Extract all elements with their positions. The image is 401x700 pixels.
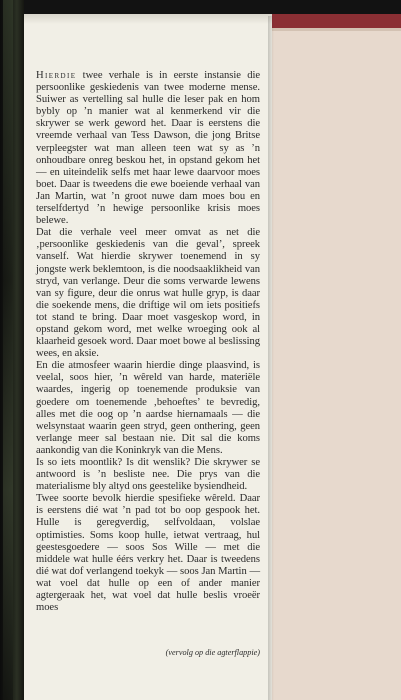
paragraph-3: En die atmosfeer waarin hierdie dinge plaasvind, is veelal, soos hier, ’n wêreld van harde, materiële waardes, ingerig op toenemende produksie van goedere om toenemende ‚behoeftes’ te bevredig, alles met die oog op ’n aardse hiernamaals — die welsynstaat waarin geen stryd, geen onthering, geen verlange meer sal bestaan nie. Dit sal die koms aankondig van die Koninkryk van die Mens. xyxy=(36,360,260,456)
paragraph-5: Twee soorte bevolk hierdie spesifieke wêreld. Daar is eerstens dié wat ’n pad tot bo oop gespook het. Hulle is geregverdig, selfvoldaan, volslae optimisties. Soms koop hulle, ietwat vertraag, hul geestesgoedere — soos Sos Wille — met die middele wat hulle éérs verkry het. Daar is tweedens dié wat dof verlangend toekyk — soos Jan Martin — wat voel dat hulle op een of ander manier agtergeraak het, wat voel dat hulle beslis vroeër moes xyxy=(36,493,260,614)
paragraph-4: Is so iets moontlik? Is dit wenslik? Die skrywer se antwoord is ’n besliste nee. Die prys van die materialisme bly altyd ons geestelike bysiendheid. xyxy=(36,457,260,493)
lead-word: Hierdie xyxy=(36,70,77,81)
flap-text xyxy=(36,70,260,614)
book-board xyxy=(272,14,401,700)
paragraph-1-text: twee verhale is in eerste instansie die persoonlike geskiedenis van twee moderne mense. Suiwer as vertelling sal hulle die leser pak en hom bybly op ’n manier wat al kenmerkend vir die skrywer se werk geword het. Daar is eerstens die vreemde verhaal van Tess Dawson, die jong Britse verpleegster wat man alleen teen wat sy as ’n onhoudbare onreg beskou het, in opstand gekom het — en uiteindelik selfs met haar lewe daarvoor moes boet. Daar is tweedens die ewe boeiende verhaal van Jan Martin, wat ’n groot nuwe dam moes bou en terselfdertyd ’n hewige persoonlike krisis moes belewe. xyxy=(36,70,260,227)
jacket-top-edge xyxy=(24,14,272,24)
board-edge xyxy=(272,28,401,31)
paragraph-2: Dat die verhale veel meer omvat as net die ‚persoonlike geskiedenis van die geval’, spreek vanself. Wat hierdie skrywer toenemend in sy jongste werk beklemtoon, is die noodsaaklikheid van stryd, van verlange. Deur die soms verwarde lewens van sy figure, deur die onrus wat hulle gryp, is daar die soekende mens, die driftige wil om iets positiefs tot stand te bring. Daar moet vasgeskop word, in opstand gekom word, met welke wroeging ook al klaarheid gesoek word. Daar moet bowe al beslissing wees, en aksie. xyxy=(36,227,260,360)
book-headband xyxy=(272,14,401,28)
continuation-note: (vervolg op die agterflappie) xyxy=(165,648,260,657)
paragraph-1 xyxy=(36,70,260,227)
jacket-shadow xyxy=(268,16,274,700)
spine-shading xyxy=(3,0,13,700)
